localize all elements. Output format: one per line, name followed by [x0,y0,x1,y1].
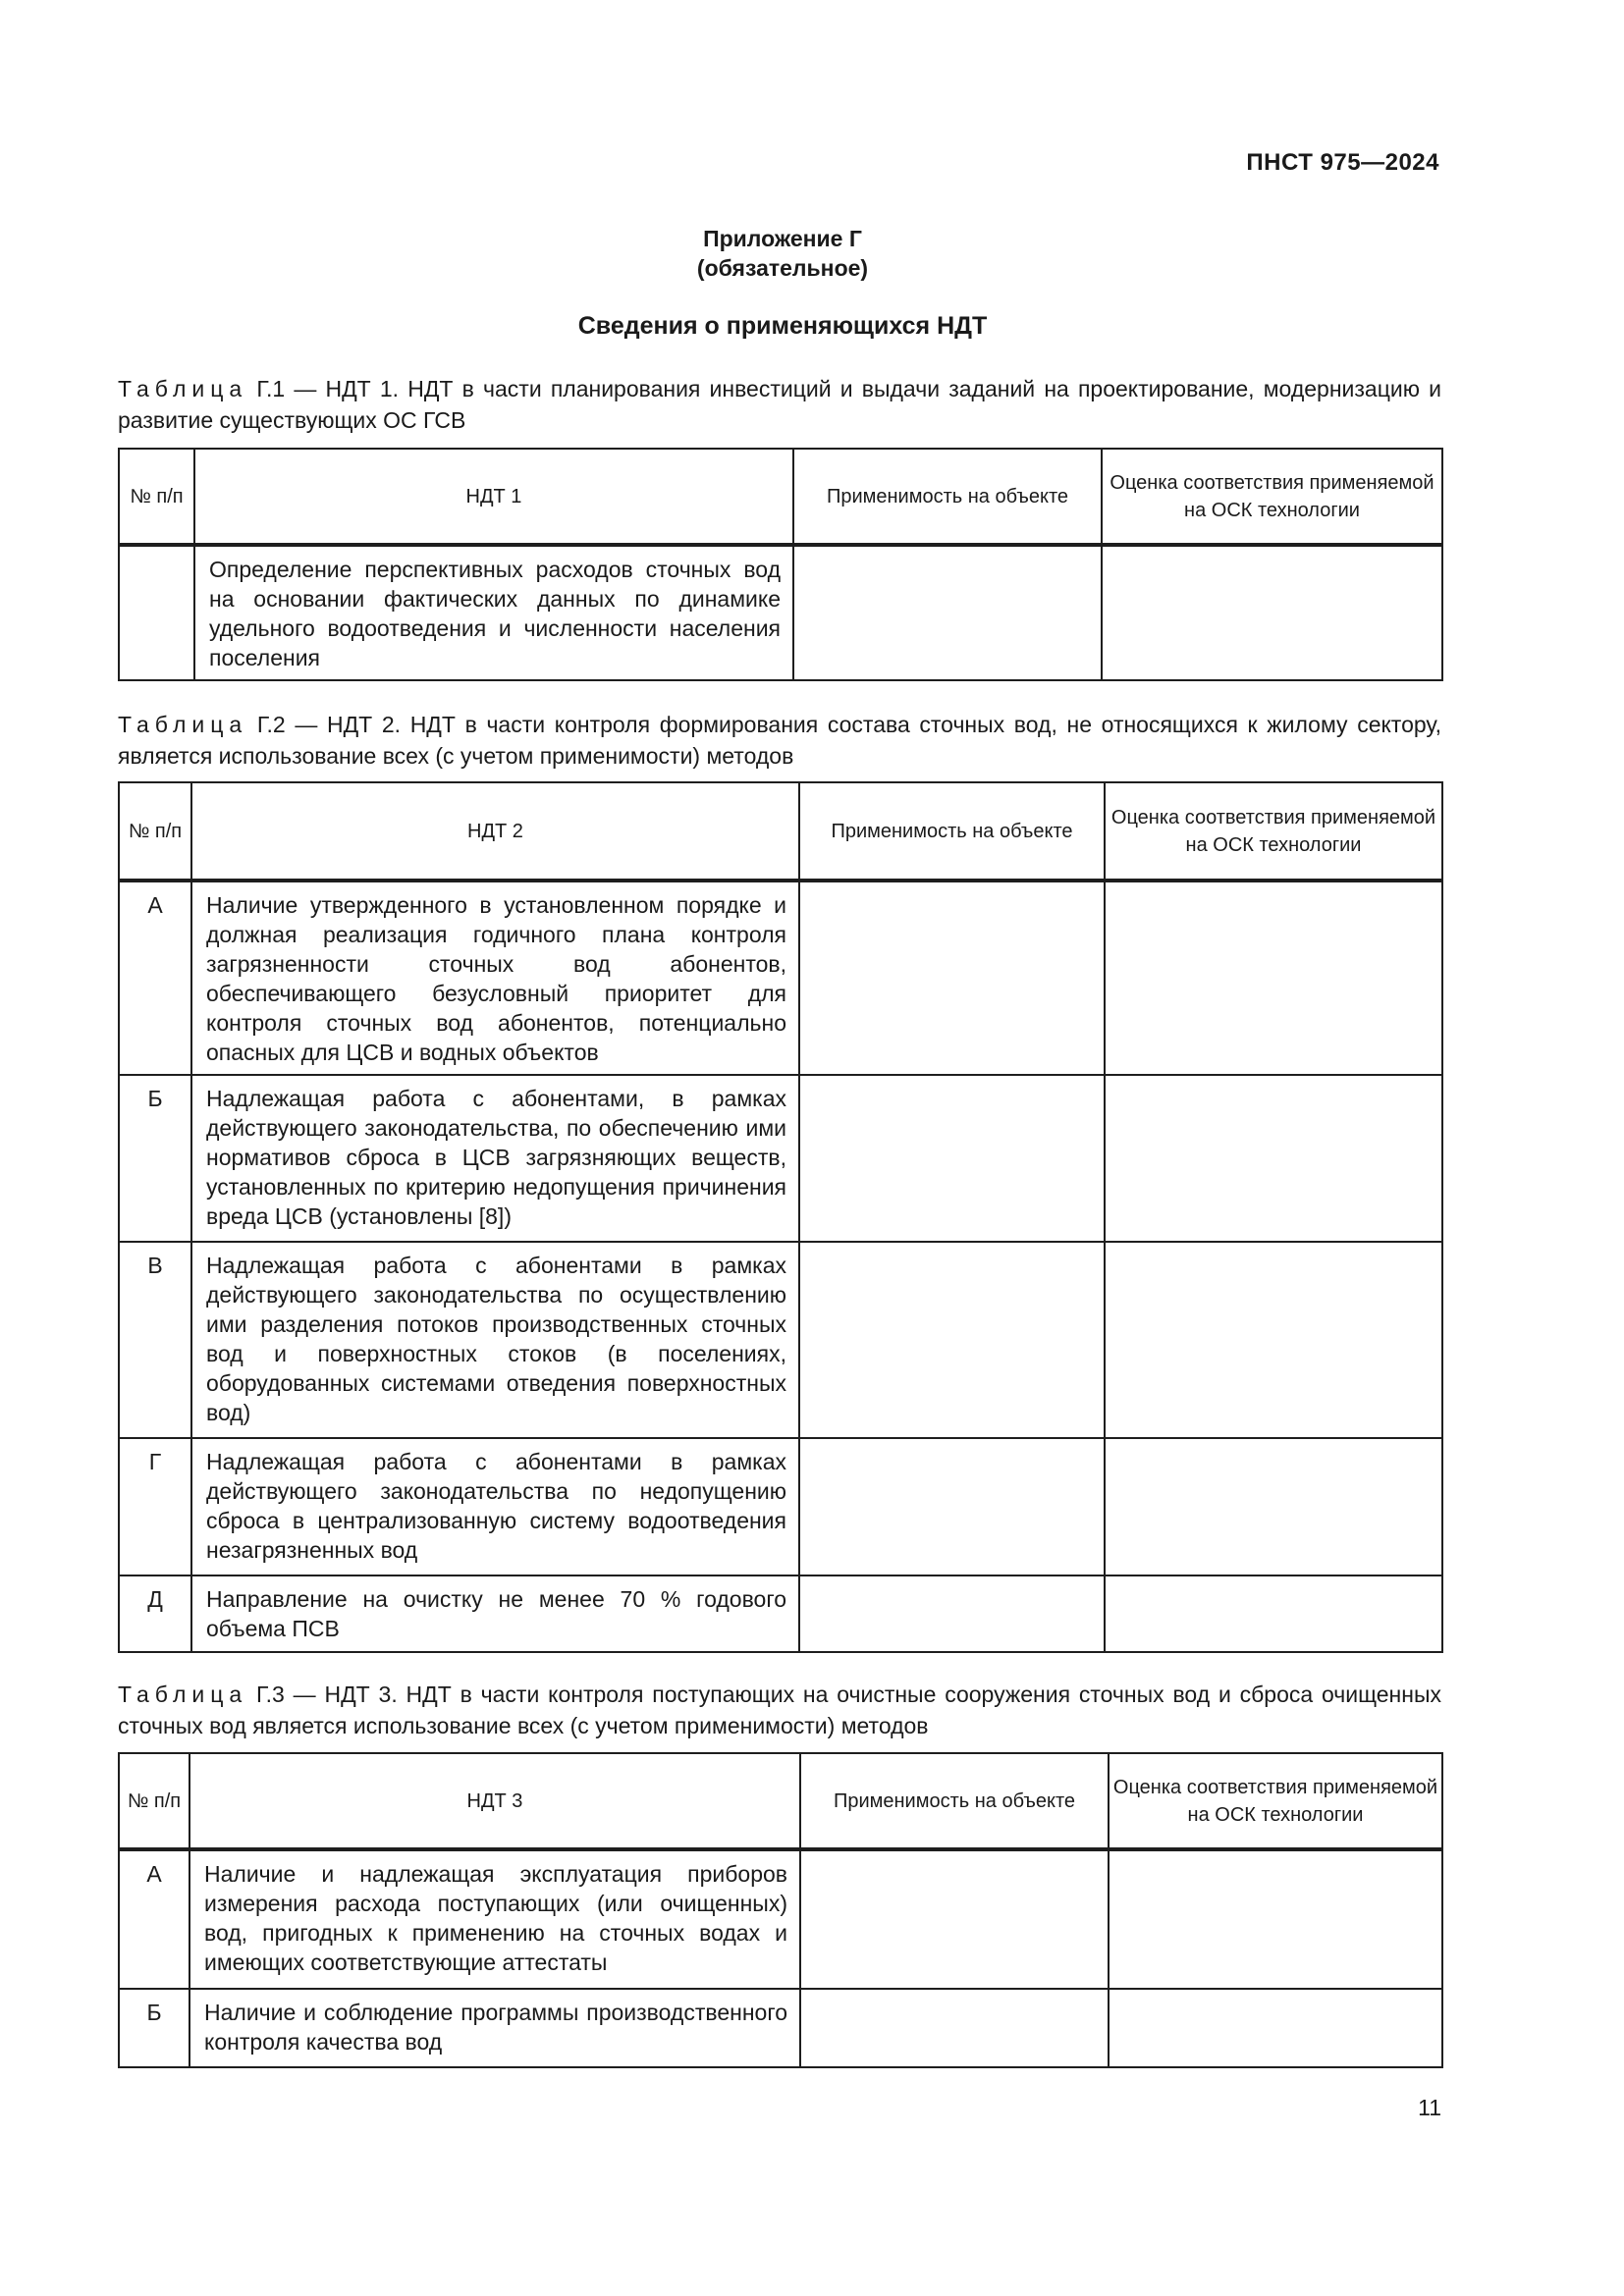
table-row [119,545,1442,680]
row-number: Б [119,1075,191,1242]
row-number: Б [119,1989,189,2067]
header-assessment: Оценка соответствия применяемой на ОСК технологии [1105,782,1442,881]
header-ndt: НДТ 3 [189,1753,800,1849]
row-number [119,545,194,680]
header-applicability: Применимость на объекте [799,782,1105,881]
row-text: Надлежащая работа с абонентами, в рамках действующего законодательства, по обеспечению ими нормативов сброса в ЦСВ загрязняющих веществ, установленных по критерию недопущения причинения вреда ЦСВ (установлены [8]) [191,1075,799,1242]
assessment-cell [1105,881,1442,1075]
row-text: Направление на очистку не менее 70 % годового объема ПСВ [191,1575,799,1652]
table-row [119,1438,1442,1575]
assessment-cell [1109,1849,1442,1989]
page-number: 11 [1418,2095,1441,2120]
table-1-caption-label: Таблица [118,376,248,401]
applicability-cell [799,1075,1105,1242]
row-text: Наличие и соблюдение программы производственного контроля качества вод [189,1989,800,2067]
table-header-row [119,1753,1442,1849]
row-number: А [119,1849,189,1989]
header-assessment: Оценка соответствия применяемой на ОСК технологии [1109,1753,1442,1849]
header-ndt: НДТ 1 [194,449,793,545]
row-number: В [119,1242,191,1438]
table-3-caption-text: Г.3 — НДТ 3. НДТ в части контроля поступающих на очистные сооружения сточных вод и сброса очищенных сточных вод является использование всех (с учетом применимости) методов [118,1682,1441,1738]
applicability-cell [800,1849,1109,1989]
row-text: Наличие утвержденного в установленном порядке и должная реализация годичного плана контроля загрязненности сточных вод абонентов, обеспечивающего безусловный приоритет для контроля сточных вод абонентов, потенциально опасных для ЦСВ и водных объектов [191,881,799,1075]
assessment-cell [1105,1575,1442,1652]
row-text: Наличие и надлежащая эксплуатация приборов измерения расхода поступающих (или очищенных) вод, пригодных к применению на сточных водах и имеющих соответствующие аттестаты [189,1849,800,1989]
row-text: Определение перспективных расходов сточных вод на основании фактических данных по динамике удельного водоотведения и численности населения поселения [194,545,793,680]
table-row [119,1989,1442,2067]
applicability-cell [799,1438,1105,1575]
header-number: № п/п [119,782,191,881]
header-number: № п/п [119,1753,189,1849]
table-header-row [119,782,1442,881]
table-2-caption [118,709,1441,772]
applicability-cell [800,1989,1109,2067]
table-row [119,1075,1442,1242]
header-number: № п/п [119,449,194,545]
assessment-cell [1105,1438,1442,1575]
document-code: ПНСТ 975—2024 [1246,149,1439,176]
table-2 [118,781,1443,1653]
appendix-title: Приложение Г [703,226,862,251]
table-1-caption-text: Г.1 — НДТ 1. НДТ в части планирования инвестиций и выдачи заданий на проектирование, модернизацию и развитие существующих ОС ГСВ [118,376,1441,433]
table-row [119,881,1442,1075]
header-applicability: Применимость на объекте [793,449,1102,545]
table-row [119,1575,1442,1652]
section-title: Сведения о применяющихся НДТ [577,312,988,340]
table-3 [118,1752,1443,2068]
row-number: Д [119,1575,191,1652]
applicability-cell [799,881,1105,1075]
assessment-cell [1105,1075,1442,1242]
table-2-caption-text: Г.2 — НДТ 2. НДТ в части контроля формирования состава сточных вод, не относящихся к жилому сектору, является использование всех (с учетом применимости) методов [118,712,1441,769]
row-text: Надлежащая работа с абонентами в рамках действующего законодательства по осуществлению ими разделения потоков производственных сточных вод и поверхностных стоков (в поселениях, оборудованных системами отведения поверхностных вод) [191,1242,799,1438]
appendix-status: (обязательное) [696,255,869,281]
row-number: Г [119,1438,191,1575]
row-text: Надлежащая работа с абонентами в рамках действующего законодательства по недопущению сброса в централизованную систему водоотведения незагрязненных вод [191,1438,799,1575]
header-ndt: НДТ 2 [191,782,799,881]
table-row [119,1849,1442,1989]
appendix-heading [0,224,1565,283]
applicability-cell [793,545,1102,680]
applicability-cell [799,1242,1105,1438]
assessment-cell [1109,1989,1442,2067]
table-2-caption-label: Таблица [118,712,248,737]
header-applicability: Применимость на объекте [800,1753,1109,1849]
table-3-caption [118,1679,1441,1741]
table-header-row [119,449,1442,545]
table-3-caption-label: Таблица [118,1682,248,1707]
assessment-cell [1102,545,1442,680]
table-row [119,1242,1442,1438]
assessment-cell [1105,1242,1442,1438]
table-1-caption [118,373,1441,436]
header-assessment: Оценка соответствия применяемой на ОСК технологии [1102,449,1442,545]
table-1 [118,448,1443,681]
applicability-cell [799,1575,1105,1652]
row-number: А [119,881,191,1075]
